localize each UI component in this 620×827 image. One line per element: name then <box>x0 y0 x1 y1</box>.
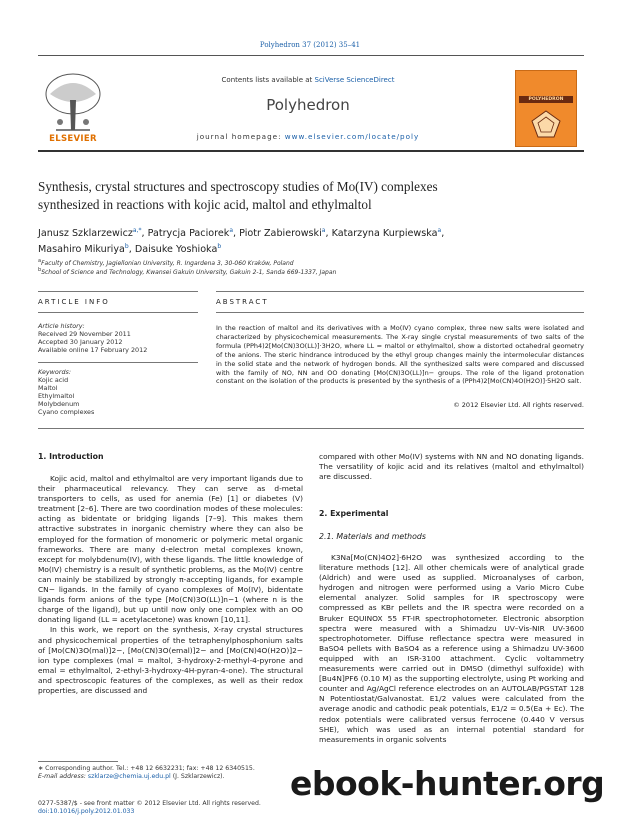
abstract-text: In the reaction of maltol and its derivatives with a Mo(IV) cyano complex, three new salts were isolated and characterized by physicochemical measurements. The X-ray single crystal measurements of two salts of the formula (PPh4)2[Mo(CN)3O(LL)]·3H2O, where LL = maltol or ethylmaltol, show a distorted octahedral geometry of the anions. The steric hindrance introduced by the ethyl group changes mainly the intermolecular distances in the solid state and the network of hydrogen bonds. All the synthesized salts were compared and discussed with the family of NO, NN and OO donating [Mo(CN)3O(LL)]n− groups. The role of the ligand protonation constant on the isolation of the products is presented by the synthesis of a (PPh4)2[Mo(CN)4O(H2O)]·5H2O salt. <box>216 324 584 386</box>
author-list: Janusz Szklarzewicz$^{a,*}$, Patrycja Paciorek$^a$, Piotr Zabierowski$^a$, Katarzyna Kurpiewska$^a$, Masahiro Mikuriya$^b$, Daisuke Yoshioka$^b$ <box>38 227 445 256</box>
author[interactable]: Daisuke Yoshioka$^b$ <box>134 243 222 256</box>
header-bottom-rule <box>38 150 584 152</box>
accepted-date: Accepted 30 January 2012 <box>38 338 123 346</box>
abstract-top-rule <box>216 291 584 292</box>
elsevier-tree-logo <box>38 70 108 144</box>
journal-citation[interactable]: Polyhedron 37 (2012) 35–41 <box>259 41 361 49</box>
online-date: Available online 17 February 2012 <box>38 346 148 354</box>
contents-prefix: Contents lists available at <box>221 76 315 84</box>
author[interactable]: Masahiro Mikuriya$^b$ <box>38 243 129 256</box>
article-title <box>38 178 584 213</box>
issn-line: 0277-5387/$ - see front matter © 2012 Elsevier Ltd. All rights reserved. <box>38 800 261 807</box>
info-divider <box>38 362 198 363</box>
affiliation-a: $^a$Faculty of Chemistry, Jagiellonian University, R. Ingardena 3, 30-060 Kraków, Poland <box>38 258 294 267</box>
article-title-line1: Synthesis, crystal structures and spectroscopy studies of Mo(IV) complexes <box>38 179 438 194</box>
homepage-prefix: journal homepage: <box>196 132 285 141</box>
abstract-bottom-rule <box>38 428 584 429</box>
author[interactable]: Katarzyna Kurpiewska$^a$ <box>331 227 442 240</box>
intro-paragraph-1: Kojic acid, maltol and ethylmaltol are very important ligands due to their pharmaceutical relevancy. They can serve as d-metal transporters to cells, as used for anemia (Fe) [1] or diabetes (V) treatment [2–6]. There are two coordination modes of these molecules: acting as bidentate or bridging ligands [7–9]. This makes them attractive substrates in inorganic chemistry where they can also be employed for the formation of monomeric or polymeric metal organic frameworks. There are many d-electron metal complexes known, except for molybdenum(IV), with these ligands. The little knowledge of Mo(IV) chemistry is a result of synthetic problems, as the Mo(IV) centre can mainly be stabilized by strongly π-accepting ligands, for example CN− ligands. In the family of cyano complexes of Mo(IV), bidentate ligands form anions of the type [Mo(CN)3O(LL)]n−1 (where n is the charge of the ligand), but up until now only one complex with an OO donating ligand (LL = acetylacetone) was known [10,11]. <box>38 474 303 625</box>
cover-polyhedron-icon <box>530 109 562 139</box>
introduction-heading: 1. Introduction <box>38 452 104 461</box>
info-sub-rule <box>38 312 198 313</box>
keyword: Ethylmaltol <box>38 392 75 400</box>
intro-paragraph-2: In this work, we report on the synthesis, X-ray crystal structures and physicochemical properties of the tetraphenylphosphonium salts of [Mo(CN)3O(mal)]2−, [Mo(CN)3O(emal)]2− and [Mo(CN)4O(H2O)]2− ion type complexes (mal = maltol, 3-hydroxy-2-methyl-4-pyrone and emal = ethylmaltol, 2-ethyl-3-hydroxy-4H-pyran-4-one). The structural and spectroscopic features of the complexes, as well as their redox properties, are discussed and <box>38 625 303 695</box>
contents-line <box>112 76 504 84</box>
article-title-line2: synthesized in reactions with kojic acid, maltol and ethylmaltol <box>38 196 372 212</box>
keywords-block <box>38 368 198 416</box>
materials-methods-heading: 2.1. Materials and methods <box>319 532 426 541</box>
article-history <box>38 322 198 354</box>
abstract-copyright: © 2012 Elsevier Ltd. All rights reserved. <box>453 401 584 409</box>
intro-continuation: compared with other Mo(IV) systems with NN and NO donating ligands. The versatility of kojic acid and its relatives (maltol and ethylmaltol) are discussed. <box>319 452 584 482</box>
footnote-rule <box>38 761 118 762</box>
experimental-heading: 2. Experimental <box>319 509 389 518</box>
elsevier-wordmark: ELSEVIER <box>49 134 97 144</box>
keyword: Cyano complexes <box>38 408 95 416</box>
author[interactable]: Patrycja Paciorek$^a$ <box>147 227 234 240</box>
journal-homepage <box>112 132 504 141</box>
received-date: Received 29 November 2011 <box>38 330 131 338</box>
methods-column <box>319 553 584 745</box>
doi-link[interactable]: doi:10.1016/j.poly.2012.01.033 <box>38 808 135 815</box>
sciencedirect-link[interactable]: SciVerse ScienceDirect <box>314 76 395 84</box>
keyword: Kojic acid <box>38 376 69 384</box>
author[interactable]: Janusz Szklarzewicz$^{a,*}$ <box>38 227 142 240</box>
methods-paragraph: K3Na[Mo(CN)4O2]·6H2O was synthesized according to the literature methods [12]. All other chemicals were of analytical grade (Aldrich) and were used as supplied. Microanalyses of carbon, hydrogen and nitrogen were performed using a Vario Micro Cube elemental analyzer. Solid samples for IR spectroscopy were compressed as KBr pellets and the IR spectra were recorded on a Bruker EQUINOX 55 FT-IR spectrophotometer. Electronic absorption spectra were measured with a Shimadzu UV–Vis-NIR UV-3600 spectrophotometer. Diffuse reflectance spectra were measured in BaSO4 pellets with BaSO4 as a reference using a Shimadzu UV-3600 equipped with an ISR-3100 attachment. Cyclic voltammetry measurements were carried out in DMSO (dimethyl sulfoxide) with [Bu4N]PF6 (0.10 M) as the supporting electrolyte, using Pt working and counter and Ag/AgCl reference electrodes on an AUTOLAB/PGSTAT 128 N Potentiostat/Galvanostat. E1/2 values were calculated from the average anodic and cathodic peak potentials, E1/2 = 0.5(Ea + Ec). The redox potentials were calibrated versus ferrocene (0.440 V versus SHE), which was used as an internal potential standard for measurements in organic solvents <box>319 553 584 744</box>
journal-name: Polyhedron <box>266 96 350 114</box>
footnotes <box>38 765 303 781</box>
left-body-column <box>38 474 303 696</box>
corresponding-author-note: ∗ Corresponding author. Tel.: +48 12 6632231; fax: +48 12 6340515. <box>38 765 255 772</box>
right-body-column <box>319 452 584 482</box>
watermark-text: ebook-hunter.org <box>290 764 605 803</box>
article-info-heading: ARTICLE INFO <box>38 298 110 306</box>
abstract-heading: ABSTRACT <box>216 298 269 306</box>
cover-title: POLYHEDRON <box>519 96 573 103</box>
email-link[interactable]: szklarze@chemia.uj.edu.pl <box>87 773 171 781</box>
keyword: Maltol <box>38 384 58 392</box>
homepage-link[interactable]: www.elsevier.com/locate/poly <box>284 132 420 141</box>
history-label: Article history: <box>38 322 85 330</box>
author[interactable]: Piotr Zabierowski$^a$ <box>239 227 326 240</box>
info-top-rule <box>38 291 198 292</box>
header-top-rule <box>38 55 584 56</box>
keyword: Molybdenum <box>38 400 80 408</box>
keywords-label: Keywords: <box>38 368 71 376</box>
email-note: E-mail address: szklarze@chemia.uj.edu.pl (J. Szklarzewicz). <box>38 773 225 781</box>
affiliation-b: $^b$School of Science and Technology, Kwansei Gakuin University, Gakuin 2-1, Sanda 669-1337, Japan <box>38 267 337 276</box>
journal-cover-thumbnail[interactable] <box>515 70 577 147</box>
abstract-sub-rule <box>216 312 584 313</box>
